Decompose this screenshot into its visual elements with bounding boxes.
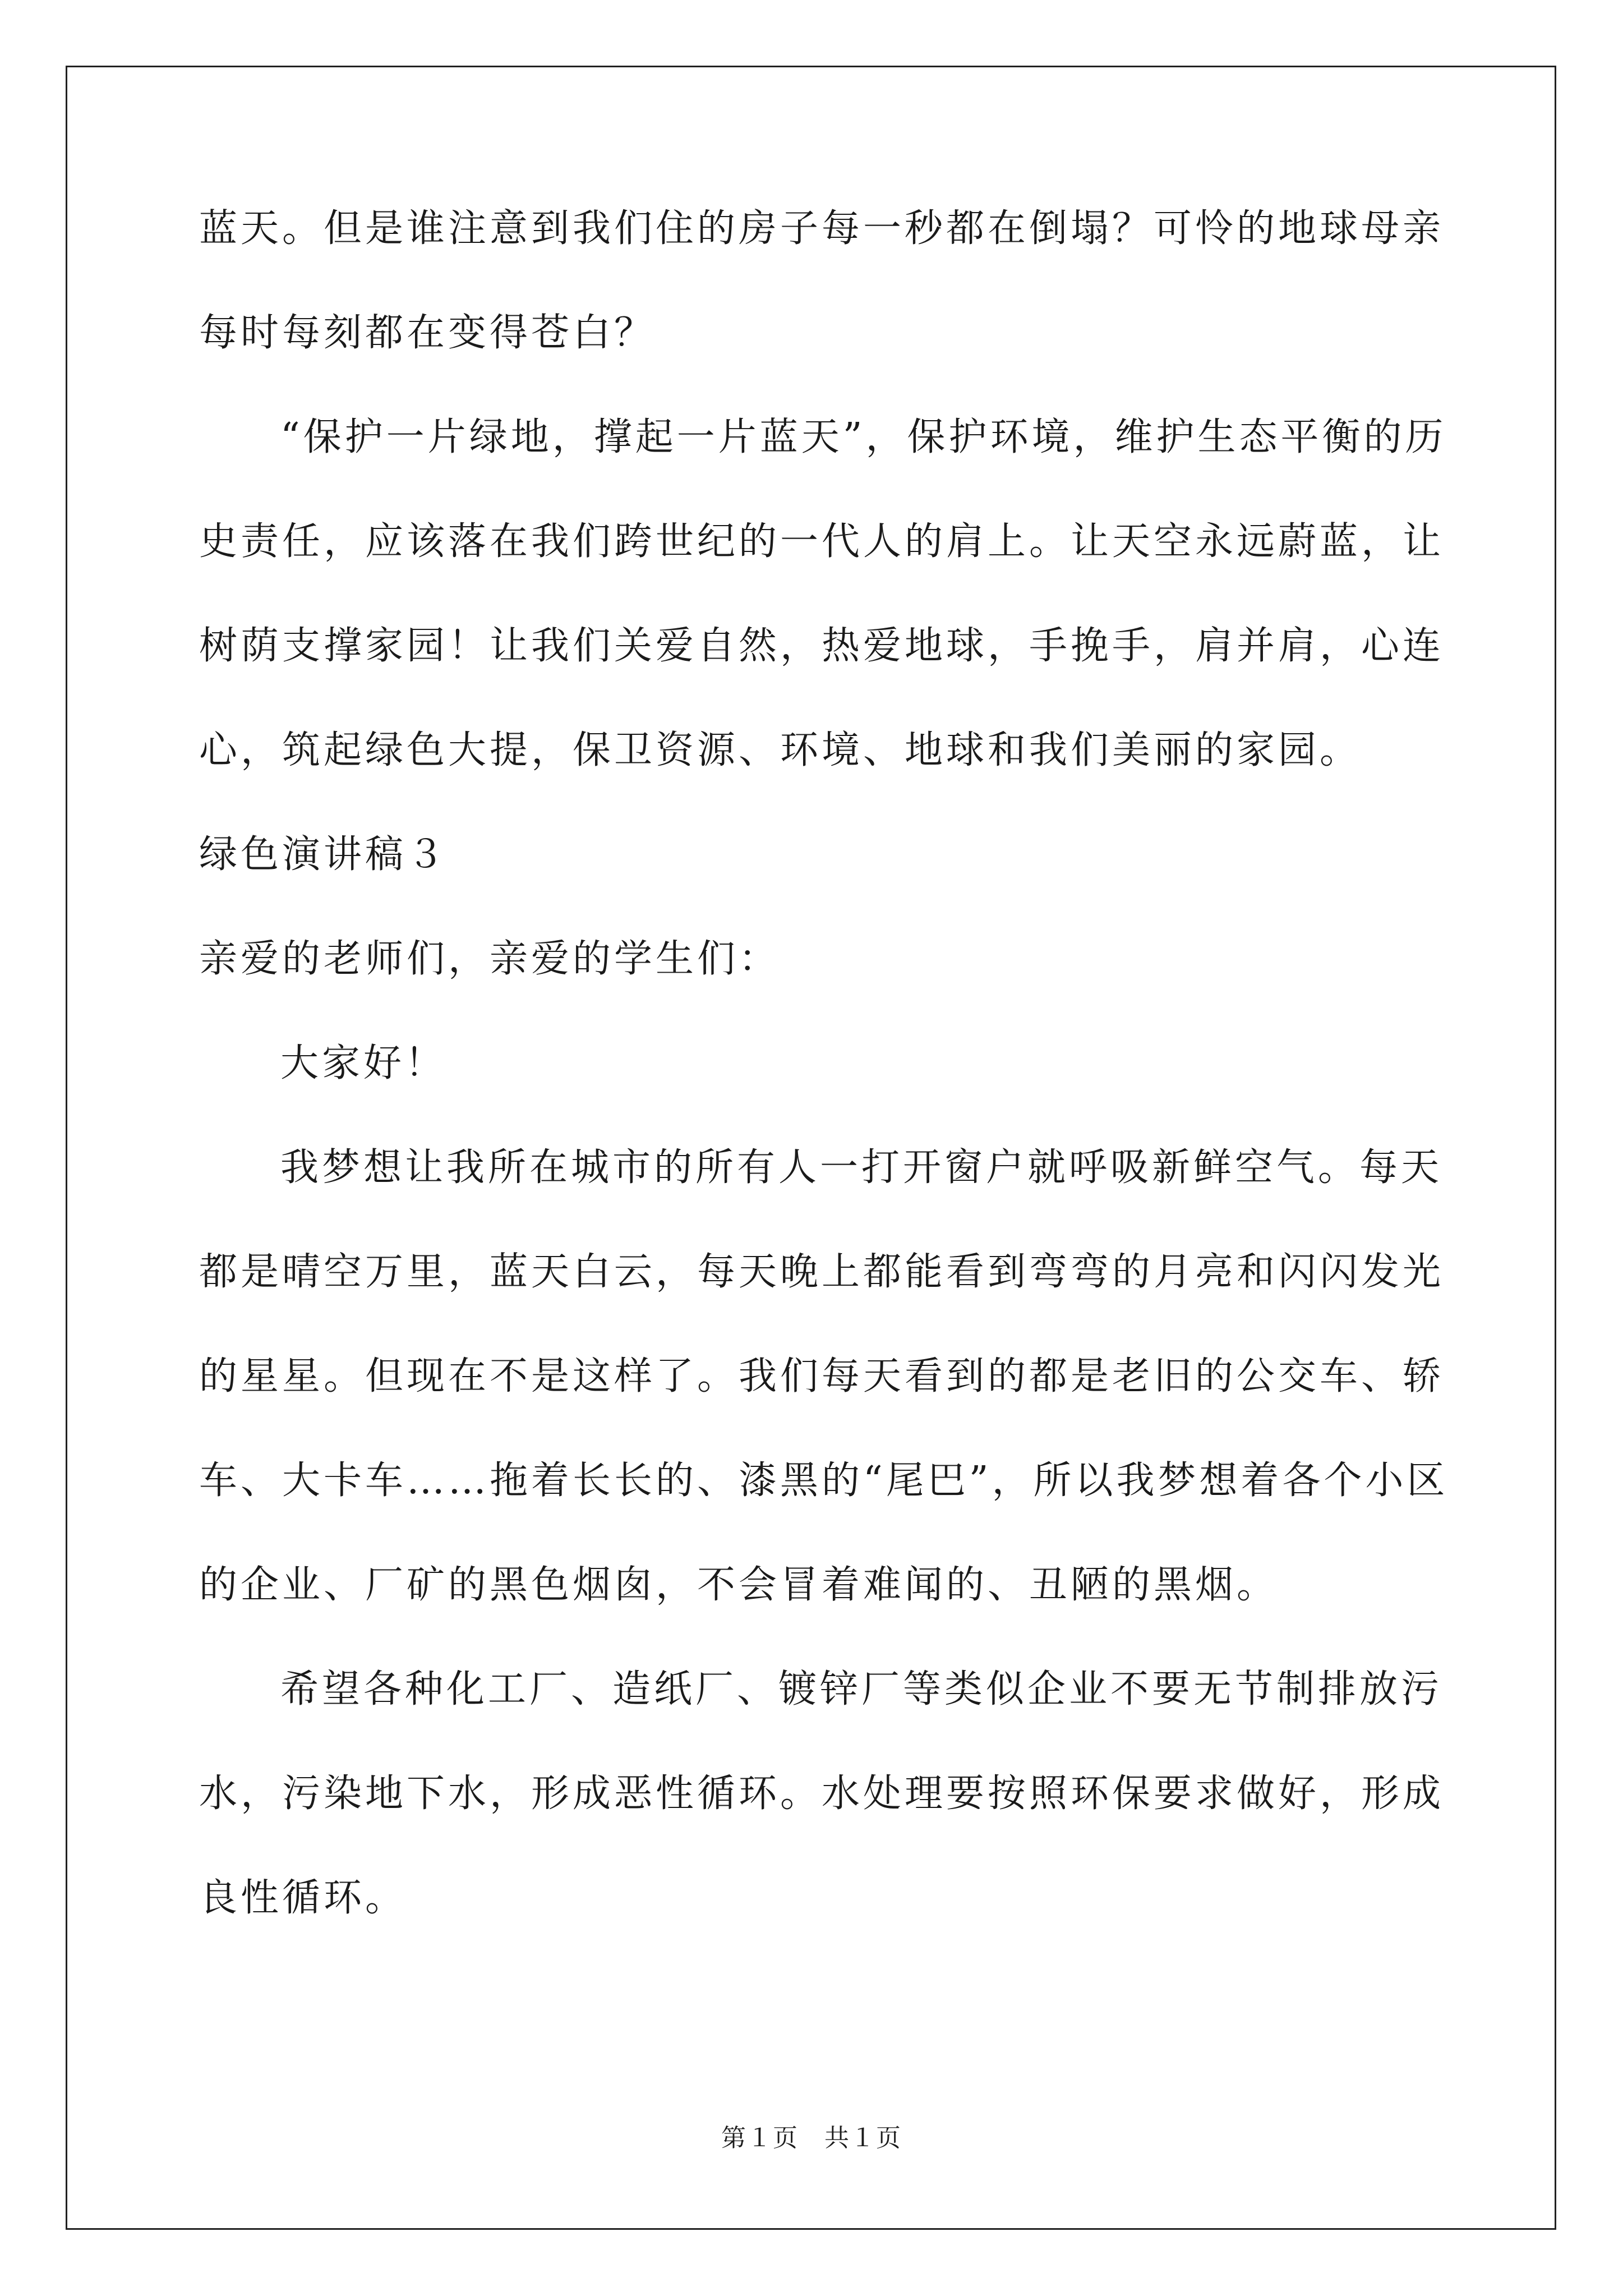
page-footer: 第１页 共１页 (721, 2124, 902, 2152)
salutation: 亲爱的老师们，亲爱的学生们： (199, 937, 781, 981)
text-line: 史责任，应该落在我们跨世纪的一代人的肩上。让天空永远蔚蓝，让 (199, 519, 1445, 564)
text-line: 的企业、厂矿的黑色烟囱，不会冒着难闻的、丑陋的黑烟。 (199, 1563, 1279, 1607)
document-body (199, 202, 1449, 1925)
text-line: 都是晴空万里，蓝天白云，每天晚上都能看到弯弯的月亮和闪闪发光 (199, 1250, 1445, 1294)
text-line: 心，筑起绿色大提，保卫资源、环境、地球和我们美丽的家园。 (199, 728, 1362, 772)
text-line: 良性循环。 (199, 1876, 407, 1920)
section-heading: 绿色演讲稿３ (199, 832, 449, 877)
text-line: 树荫支撑家园！让我们关爱自然，热爱地球，手挽手，肩并肩，心连 (199, 624, 1445, 668)
text-line: 我梦想让我所在城市的所有人一打开窗户就呼吸新鲜空气。每天 (280, 1145, 1443, 1190)
text-line: 水，污染地下水，形成恶性循环。水处理要按照环保要求做好，形成 (199, 1772, 1445, 1816)
greeting: 大家好！ (280, 1041, 447, 1085)
text-line: 蓝天。但是谁注意到我们住的房子每一秒都在倒塌？可怜的地球母亲 (199, 206, 1445, 251)
text-line: 希望各种化工厂、造纸厂、镀锌厂等类似企业不要无节制排放污 (280, 1667, 1443, 1711)
text-line: 车、大卡车……拖着长长的、漆黑的“尾巴”，所以我梦想着各个小区 (199, 1458, 1449, 1503)
text-line: 的星星。但现在不是这样了。我们每天看到的都是老旧的公交车、轿 (199, 1354, 1445, 1398)
text-line: 每时每刻都在变得苍白？ (199, 311, 656, 355)
text-line: “保护一片绿地，撑起一片蓝天”，保护环境，维护生态平衡的历 (280, 415, 1447, 459)
